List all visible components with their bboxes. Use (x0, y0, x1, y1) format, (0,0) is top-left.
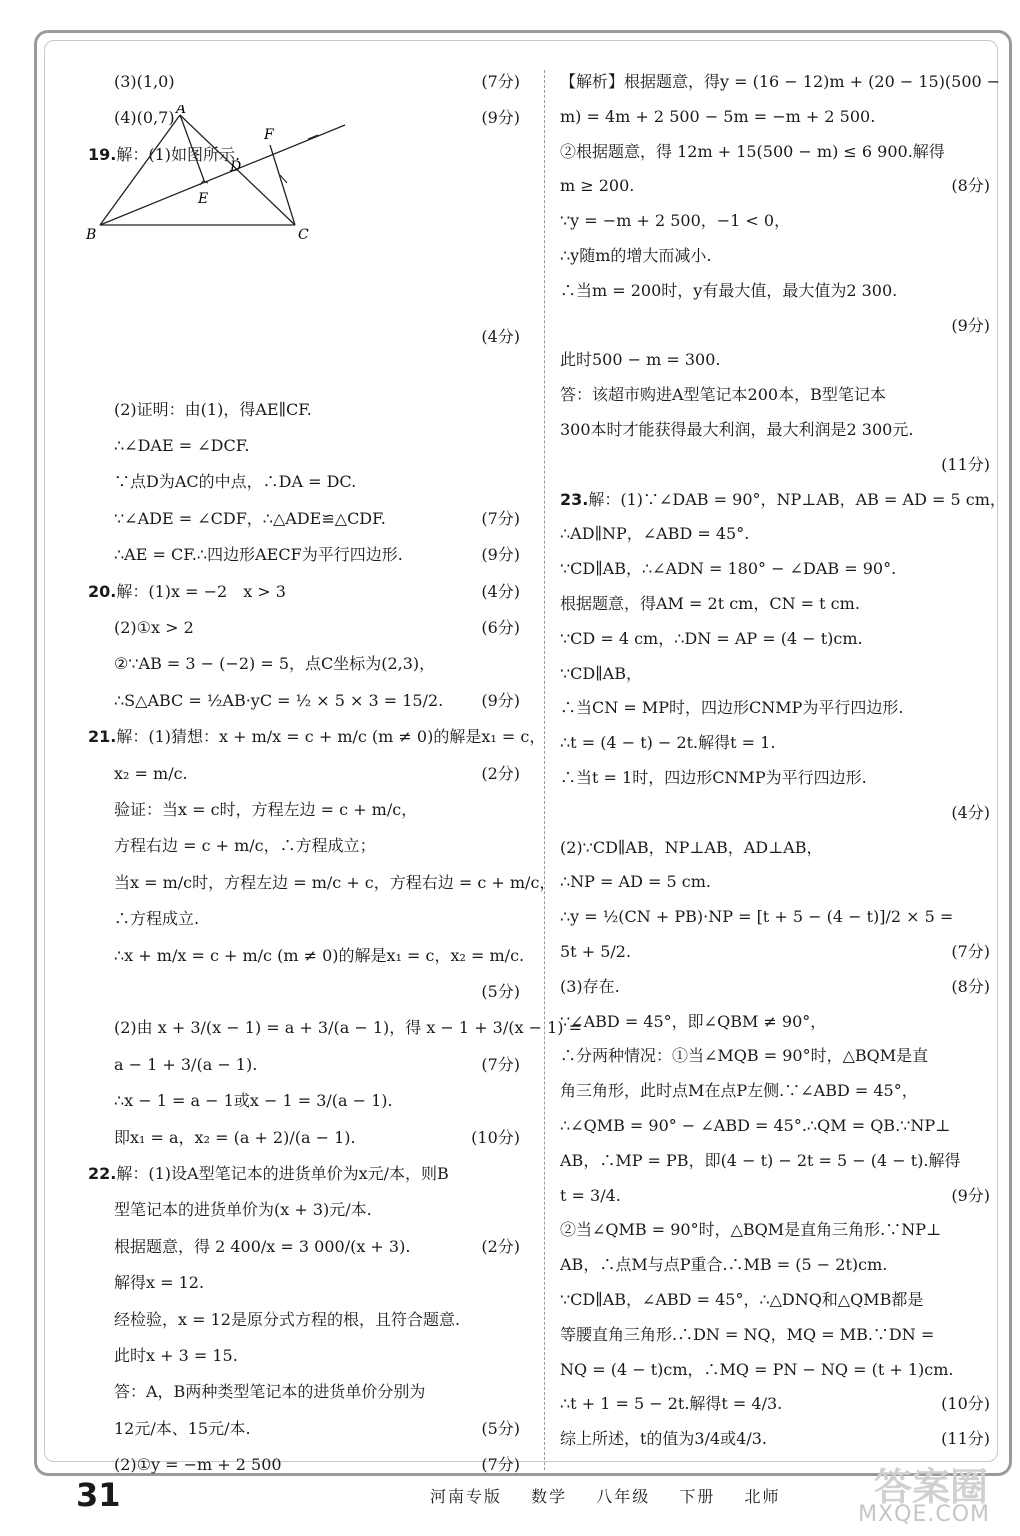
text-line (88, 470, 520, 494)
score: (9分) (481, 108, 520, 128)
text-line (88, 944, 525, 968)
text-line (88, 1162, 520, 1186)
text-line (560, 1427, 990, 1451)
text-line (88, 1126, 520, 1150)
score: (9分) (481, 690, 520, 710)
line-text: 12元/本、15元/本. (114, 1418, 251, 1438)
line-text: ∴t + 1 = 5 − 2t.解得t = 4/3. (560, 1394, 783, 1414)
text-line (88, 1308, 520, 1332)
line-text: 等腰直角三角形.∴DN = NQ，MQ = MB.∵DN = (560, 1324, 935, 1344)
line-text: 验证：当x = c时，方程左边 = c + m/c， (114, 800, 418, 819)
line-text: ②∵AB = 3 − (−2) = 5，点C坐标为(2,3)， (114, 654, 436, 674)
score: (7分) (481, 72, 520, 91)
text-line (560, 1358, 990, 1382)
line-text: ∴∠DAE = ∠DCF. (114, 436, 250, 455)
text-line (88, 652, 520, 676)
text-line (88, 1417, 520, 1441)
line-text: ∴当CN = MP时，四边形CNMP为平行四边形. (560, 698, 904, 718)
score: (11分) (941, 454, 990, 474)
line-text: 根据题意，得AM = 2t cm，CN = t cm. (560, 594, 860, 613)
text-line (560, 940, 990, 964)
text-line (88, 871, 556, 895)
question-number: 23. (560, 489, 589, 509)
footer-grade: 八年级 (596, 1487, 651, 1506)
question-number: 19. (88, 144, 117, 164)
text-line (88, 507, 520, 531)
line-text: ∴S△ABC = ½AB·yC = ½ × 5 × 3 = 15/2. (114, 690, 444, 710)
page-footer (70, 1476, 990, 1516)
text-line (560, 140, 990, 164)
text-line (560, 1392, 990, 1416)
text-line (88, 325, 520, 349)
text-line (88, 434, 520, 458)
line-text: ∵CD∥AB，∠ABD = 45°，∴△DNQ和△QMB都是 (560, 1290, 924, 1309)
watermark-logo: 答案圈 (873, 1465, 988, 1509)
text-line (560, 1010, 990, 1034)
line-text: 解：(1)设A型笔记本的进货单价为x元/本，则B (116, 1164, 449, 1183)
line-text: ∵CD = 4 cm，∴DN = AP = (4 − t)cm. (560, 628, 863, 648)
line-text: 经检验，x = 12是原分式方程的根，且符合题意. (114, 1309, 461, 1329)
line-text: ∴t = (4 − t) − 2t.解得t = 1. (560, 733, 776, 753)
text-line (560, 488, 1006, 512)
line-text: 解得x = 12. (114, 1273, 205, 1293)
score: (4分) (481, 326, 520, 346)
line-text: 角三角形，此时点M在点P左侧.∵∠ABD = 45°， (560, 1081, 918, 1101)
line-text: 当x = m/c时，方程左边 = m/c + c，方程右边 = c + m/c， (114, 872, 556, 892)
score: (4分) (481, 581, 520, 601)
line-text: 即x₁ = a，x₂ = (a + 2)/(a − 1). (114, 1127, 356, 1147)
text-line (560, 801, 990, 825)
text-line (88, 1198, 520, 1222)
text-line (560, 557, 990, 581)
line-text: ∴AE = CF.∴四边形AECF为平行四边形. (114, 545, 403, 565)
text-line (560, 836, 990, 860)
line-text: (4)(0,7) (114, 108, 175, 128)
line-text: ∴x − 1 = a − 1或x − 1 = 3/(a − 1). (114, 1091, 393, 1111)
text-line (88, 1089, 520, 1113)
text-line (88, 70, 520, 94)
line-text: ∴方程成立. (114, 909, 200, 929)
line-text: ②根据题意，得 12m + 15(500 − m) ≤ 6 900.解得 (560, 141, 945, 161)
line-text: ∴NP = AD = 5 cm. (560, 872, 711, 892)
line-text: (2)①y = −m + 2 500 (114, 1455, 282, 1475)
line-text: ∵点D为AC的中点，∴DA = DC. (114, 472, 357, 492)
text-line (560, 662, 990, 686)
watermark-site: MXQE.COM (858, 1502, 990, 1527)
line-text: (2)①x > 2 (114, 618, 194, 637)
text-line (560, 1288, 990, 1312)
text-line (560, 1218, 990, 1242)
line-text: 此时x + 3 = 15. (114, 1346, 238, 1365)
text-line (560, 418, 990, 442)
text-line (560, 870, 990, 894)
line-text: ∴y随m的增大而减小. (560, 246, 712, 265)
text-line (560, 592, 990, 616)
text-line (88, 834, 520, 858)
text-line (560, 348, 990, 372)
line-text: 解：(1)x = −2 x > 3 (116, 581, 286, 601)
score: (4分) (951, 802, 990, 822)
text-line (560, 279, 990, 303)
line-text: 5t + 5/2. (560, 942, 632, 961)
score: (8分) (951, 976, 990, 996)
line-text: (2)证明：由(1)，得AE∥CF. (114, 399, 312, 419)
text-line (560, 174, 990, 198)
line-text: 方程右边 = c + m/c，∴方程成立； (114, 836, 376, 856)
text-line (88, 580, 520, 604)
line-text: ∴∠QMB = 90° − ∠ABD = 45°.∴QM = QB.∵NP⊥ (560, 1116, 951, 1135)
score: (10分) (471, 1127, 520, 1147)
line-text: ∵∠ABD = 45°，即∠QBM ≠ 90°， (560, 1011, 827, 1031)
line-text: 解：(1)如图所示. (116, 144, 241, 164)
text-line (88, 980, 520, 1004)
footer-volume: 下册 (679, 1487, 716, 1506)
triangle-diagram (80, 105, 350, 245)
score: (7分) (481, 1054, 520, 1074)
line-text: ②当∠QMB = 90°时，△BQM是直角三角形.∵NP⊥ (560, 1220, 942, 1240)
label-C: C (298, 227, 309, 243)
text-line (560, 975, 990, 999)
text-line (560, 1079, 990, 1103)
line-text: (3)(1,0) (114, 72, 175, 91)
question-number: 21. (88, 727, 117, 747)
text-line (560, 383, 990, 407)
line-text: m ≥ 200. (560, 176, 635, 196)
text-line (88, 1271, 520, 1295)
text-line (560, 731, 990, 755)
score: (2分) (481, 763, 520, 783)
footer-region: 河南专版 (430, 1487, 503, 1506)
text-line (88, 288, 520, 312)
line-text: 综上所述，t的值为3/4或4/3. (560, 1429, 768, 1449)
score: (9分) (951, 315, 990, 335)
score: (10分) (941, 1394, 990, 1414)
text-line (88, 1053, 520, 1077)
text-line (560, 70, 1001, 94)
text-line (88, 616, 520, 640)
score: (11分) (941, 1429, 990, 1449)
line-text: 答：该超市购进A型笔记本200本，B型笔记本 (560, 385, 886, 405)
line-text: ∵CD∥AB，∴∠ADN = 180° − ∠DAB = 90°. (560, 559, 897, 579)
score: (7分) (481, 508, 520, 528)
text-line (88, 725, 546, 749)
text-line (88, 762, 520, 786)
line-text: (3)存在. (560, 976, 620, 996)
line-text: 300本时才能获得最大利润，最大利润是2 300元. (560, 420, 914, 439)
text-line (560, 1149, 990, 1173)
label-E: E (198, 191, 209, 207)
text-line (560, 1253, 990, 1277)
score: (9分) (481, 545, 520, 565)
text-line (88, 398, 520, 422)
text-line (88, 1453, 520, 1477)
line-text: ∵∠ADE = ∠CDF，∴△ADE≌△CDF. (114, 508, 386, 528)
label-D: D (230, 159, 242, 175)
score: (6分) (481, 618, 520, 637)
text-line (560, 627, 990, 651)
text-line (560, 244, 990, 268)
line-text: ∵CD∥AB， (560, 663, 642, 683)
line-text: (2)∵CD∥AB，NP⊥AB，AD⊥AB， (560, 837, 823, 857)
line-text: t = 3/4. (560, 1185, 621, 1205)
question-number: 22. (88, 1164, 117, 1183)
text-line (560, 453, 990, 477)
score: (7分) (951, 942, 990, 961)
score: (2分) (481, 1236, 520, 1256)
text-line (88, 907, 520, 931)
geometry-figure (80, 105, 350, 245)
line-text: 根据题意，得 2 400/x = 3 000/(x + 3). (114, 1236, 411, 1256)
footer-edition: 北师 (744, 1487, 781, 1506)
page-number: 31 (76, 1476, 121, 1514)
text-line (88, 361, 520, 385)
text-line (560, 522, 990, 546)
text-line (560, 1114, 990, 1138)
line-text: (2)由 x + 3/(x − 1) = a + 3/(a − 1)，得 x − 1 + 3/(x − 1) = (114, 1018, 583, 1038)
footer-subject: 数学 (531, 1487, 568, 1506)
text-line (560, 314, 990, 338)
text-line (560, 1184, 990, 1208)
line-text: 解：(1)∵∠DAB = 90°，NP⊥AB，AB = AD = 5 cm， (588, 489, 1006, 509)
text-line (88, 798, 520, 822)
line-text: NQ = (4 − t)cm，∴MQ = PN − NQ = (t + 1)cm. (560, 1359, 954, 1379)
label-B: B (86, 227, 97, 243)
question-number: 20. (88, 581, 117, 601)
line-text: ∴分两种情况：①当∠MQB = 90°时，△BQM是直 (560, 1046, 929, 1066)
score: (5分) (481, 982, 520, 1001)
label-A: A (176, 105, 187, 117)
line-text: 此时500 − m = 300. (560, 350, 721, 370)
line-text: ∵y = −m + 2 500，−1 < 0， (560, 211, 791, 231)
line-text: 型笔记本的进货单价为(x + 3)元/本. (114, 1200, 372, 1220)
score: (7分) (481, 1455, 520, 1475)
text-line (88, 252, 520, 276)
text-line (560, 905, 990, 929)
text-line (560, 105, 990, 129)
line-text: ∴AD∥NP，∠ABD = 45°. (560, 524, 750, 544)
text-line (88, 689, 520, 713)
line-text: ∴x + m/x = c + m/c (m ≠ 0)的解是x₁ = c，x₂ = m/c. (114, 945, 525, 965)
score: (8分) (951, 176, 990, 196)
line-text: AB，∴MP = PB，即(4 − t) − 2t = 5 − (4 − t).解得 (560, 1150, 961, 1170)
line-text: 答：A，B两种类型笔记本的进货单价分别为 (114, 1382, 426, 1402)
line-text: ∴当t = 1时，四边形CNMP为平行四边形. (560, 768, 867, 787)
text-line (560, 1323, 990, 1347)
line-text: 【解析】根据题意，得y = (16 − 12)m + (20 − 15)(500 − (560, 72, 1001, 91)
score: (5分) (481, 1418, 520, 1438)
text-line (88, 543, 520, 567)
score: (9分) (951, 1185, 990, 1205)
line-text: a − 1 + 3/(a − 1). (114, 1054, 258, 1074)
line-text: m) = 4m + 2 500 − 5m = −m + 2 500. (560, 106, 876, 126)
text-line (560, 766, 990, 790)
text-line (88, 1380, 520, 1404)
footer-info (430, 1484, 802, 1507)
text-line (88, 1016, 583, 1040)
line-text: ∴y = ½(CN + PB)·NP = [t + 5 − (4 − t)]/2 × 5 = (560, 907, 954, 927)
text-line (88, 1344, 520, 1368)
column-divider (544, 70, 545, 1470)
text-line (560, 209, 990, 233)
line-text: x₂ = m/c. (114, 763, 188, 783)
text-line (88, 1235, 520, 1259)
text-line (560, 696, 990, 720)
text-line (560, 1044, 990, 1068)
label-F: F (264, 127, 274, 143)
line-text: 解：(1)猜想：x + m/x = c + m/c (m ≠ 0)的解是x₁ = c， (116, 727, 546, 747)
line-text: AB，∴点M与点P重合.∴MB = (5 − 2t)cm. (560, 1255, 888, 1275)
line-text: ∴当m = 200时，y有最大值，最大值为2 300. (560, 280, 898, 300)
